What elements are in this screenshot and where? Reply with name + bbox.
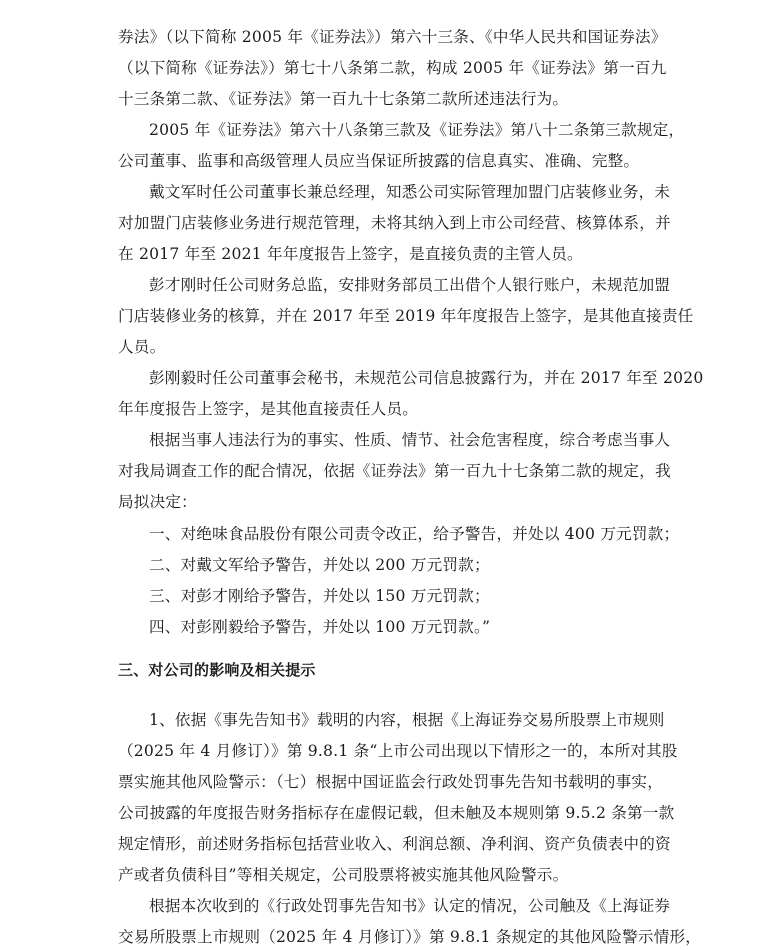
paragraph-1-line-3: 十三条第二款、《证券法》第一百九十七条第二款所述违法行为。 bbox=[118, 90, 569, 108]
section-paragraph-2-line-1: 根据本次收到的《行政处罚事先告知书》认定的情况，公司触及《上海证券 bbox=[149, 897, 671, 915]
paragraph-4-line-1: 彭才刚时任公司财务总监，安排财务部员工出借个人银行账户，未规范加盟 bbox=[149, 276, 671, 294]
section-paragraph-1-line-1: 1、依据《事先告知书》载明的内容，根据《上海证券交易所股票上市规则 bbox=[149, 711, 665, 729]
section-paragraph-1-line-3: 票实施其他风险警示：（七）根据中国证监会行政处罚事先告知书载明的事实， bbox=[118, 773, 663, 791]
paragraph-1-line-1: 券法》（以下简称 2005 年《证券法》）第六十三条、《中华人民共和国证券法》 bbox=[118, 28, 667, 46]
paragraph-5-line-1: 彭刚毅时任公司董事会秘书，未规范公司信息披露行为，并在 2017 年至 2020 bbox=[149, 369, 704, 387]
decision-item-3: 三、对彭才刚给予警告，并处以 150 万元罚款； bbox=[149, 587, 490, 605]
section-paragraph-2-line-2: 交易所股票上市规则（2025 年 4 月修订）》第 9.8.1 条规定的其他风险警示情形， bbox=[118, 928, 702, 946]
paragraph-2-line-1: 2005 年《证券法》第六十八条第三款及《证券法》第八十二条第三款规定， bbox=[149, 121, 685, 139]
section-paragraph-1-line-6: 产或者负债科目”等相关规定，公司股票将被实施其他风险警示。 bbox=[118, 866, 569, 884]
paragraph-5-line-2: 年年度报告上签字，是其他直接责任人员。 bbox=[118, 400, 419, 418]
paragraph-4-line-3: 人员。 bbox=[118, 338, 166, 356]
decision-item-4: 四、对彭刚毅给予警告，并处以 100 万元罚款。” bbox=[149, 618, 491, 636]
paragraph-3-line-3: 在 2017 年至 2021 年年度报告上签字，是直接负责的主管人员。 bbox=[118, 245, 583, 263]
paragraph-6-line-3: 局拟决定： bbox=[118, 493, 197, 511]
decision-item-2: 二、对戴文军给予警告，并处以 200 万元罚款； bbox=[149, 556, 490, 574]
paragraph-2-line-2: 公司董事、监事和高级管理人员应当保证所披露的信息真实、准确、完整。 bbox=[118, 152, 640, 170]
paragraph-3-line-1: 戴文军时任公司董事长兼总经理，知悉公司实际管理加盟门店装修业务，未 bbox=[149, 183, 671, 201]
paragraph-3-line-2: 对加盟门店装修业务进行规范管理，未将其纳入到上市公司经营、核算体系，并 bbox=[118, 214, 671, 232]
decision-item-1: 一、对绝味食品股份有限公司责令改正，给予警告，并处以 400 万元罚款； bbox=[149, 525, 680, 543]
paragraph-1-line-2: （以下简称《证券法》）第七十八条第二款，构成 2005 年《证券法》第一百九 bbox=[118, 59, 667, 77]
section-paragraph-1-line-4: 公司披露的年度报告财务指标存在虚假记载，但未触及本规则第 9.5.2 条第一款 bbox=[118, 804, 675, 822]
paragraph-6-line-1: 根据当事人违法行为的事实、性质、情节、社会危害程度，综合考虑当事人 bbox=[149, 431, 671, 449]
section-paragraph-1-line-2: （2025 年 4 月修订）》第 9.8.1 条“上市公司出现以下情形之一的，本所对其股 bbox=[118, 742, 678, 760]
paragraph-4-line-2: 门店装修业务的核算，并在 2017 年至 2019 年年度报告上签字，是其他直接责任 bbox=[118, 307, 694, 325]
section-paragraph-1-line-5: 规定情形，前述财务指标包括营业收入、利润总额、净利润、资产负债表中的资 bbox=[118, 835, 671, 853]
paragraph-6-line-2: 对我局调查工作的配合情况，依据《证券法》第一百九十七条第二款的规定，我 bbox=[118, 462, 671, 480]
section-heading: 三、对公司的影响及相关提示 bbox=[118, 661, 316, 679]
